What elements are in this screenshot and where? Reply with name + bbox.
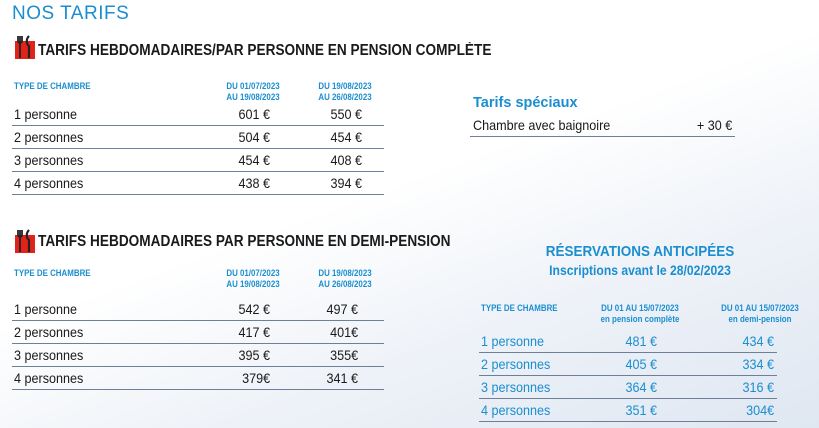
early-booking-section xyxy=(480,243,800,278)
table-row: 2 personnes 405 € 334 € xyxy=(479,353,777,376)
full-board-title: TARIFS HEBDOMADAIRES/PAR PERSONNE EN PENSION COMPLÈTE xyxy=(38,42,492,59)
early-booking-title: RÉSERVATIONS ANTICIPÉES xyxy=(545,243,735,260)
early-booking-subtitle: Inscriptions avant le 28/02/2023 xyxy=(549,263,731,278)
page-title: NOS TARIFS xyxy=(12,3,130,24)
period-header-2: DU 19/08/2023 AU 26/08/2023 xyxy=(318,81,372,102)
early-header-half: DU 01 AU 15/07/2023 en demi-pension xyxy=(721,303,799,324)
table-row: Chambre avec baignoire + 30 € xyxy=(470,114,735,137)
period-header-1: DU 01/07/2023 AU 19/08/2023 xyxy=(226,268,280,289)
table-row: 3 personnes 395 € 355€ xyxy=(12,344,384,367)
full-board-table xyxy=(12,103,384,195)
period-header-2: DU 19/08/2023 AU 26/08/2023 xyxy=(318,268,372,289)
table-row: 2 personnes 417 € 401€ xyxy=(12,321,384,344)
half-board-title: TARIFS HEBDOMADAIRES PAR PERSONNE EN DEMI-PENSION xyxy=(38,233,451,250)
table-row: 3 personnes 364 € 316 € xyxy=(479,376,777,399)
table-row: 4 personnes 438 € 394 € xyxy=(12,172,384,195)
table-row: 2 personnes 504 € 454 € xyxy=(12,126,384,149)
table-row: 1 personne 542 € 497 € xyxy=(12,298,384,321)
type-header: TYPE DE CHAMBRE xyxy=(481,303,558,313)
half-board-table xyxy=(12,298,384,390)
table-row: 3 personnes 454 € 408 € xyxy=(12,149,384,172)
full-board-section xyxy=(0,0,492,200)
type-header: TYPE DE CHAMBRE xyxy=(14,81,91,91)
table-row: 1 personne 481 € 434 € xyxy=(479,330,777,353)
restaurant-icon xyxy=(14,228,36,254)
table-row: 4 personnes 351 € 304€ xyxy=(479,399,777,422)
special-tariffs xyxy=(470,95,735,137)
early-header-full: DU 01 AU 15/07/2023 en pension complète xyxy=(600,303,680,324)
table-row: 4 personnes 379€ 341 € xyxy=(12,367,384,390)
early-booking-table xyxy=(479,330,777,422)
type-header: TYPE DE CHAMBRE xyxy=(14,268,91,278)
special-title: Tarifs spéciaux xyxy=(473,95,578,111)
restaurant-icon xyxy=(14,34,36,60)
table-row: 1 personne 601 € 550 € xyxy=(12,103,384,126)
period-header-1: DU 01/07/2023 AU 19/08/2023 xyxy=(226,81,280,102)
half-board-section xyxy=(0,220,480,420)
